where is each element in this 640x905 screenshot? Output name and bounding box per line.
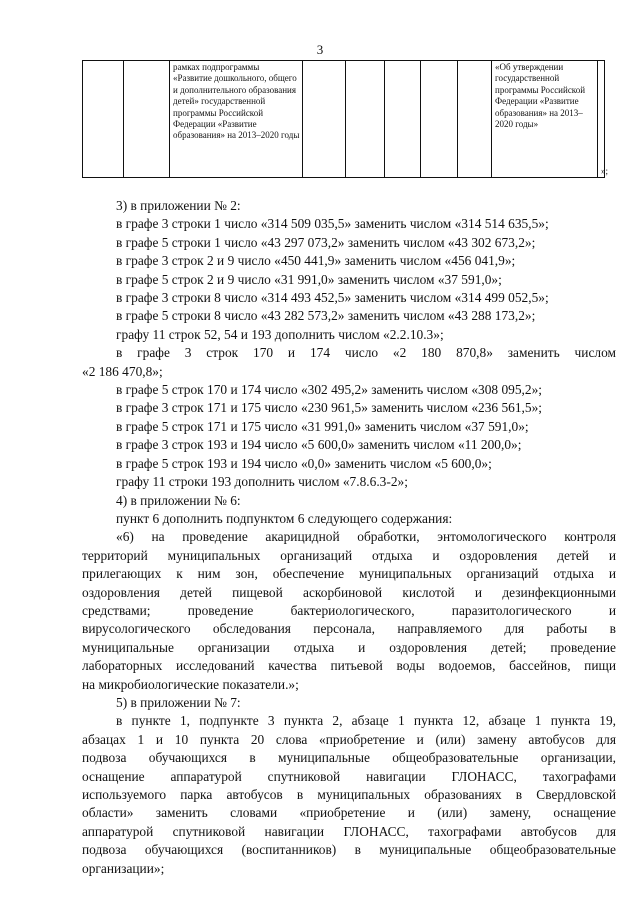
col3-text: рамках подпрограммы «Развитие дошкольного, общего и дополнительного образования детей» государственной программы Российской Федерации «Развитие образования» на 2013–2020 годы — [173, 62, 300, 141]
paragraph-line: средствами; проведение бактериологического, паразитологического и — [82, 602, 616, 618]
paragraph-line: организации»; — [82, 860, 165, 876]
list-item: в графе 5 строк 2 и 9 число «31 991,0» заменить числом «37 591,0»; — [116, 271, 502, 287]
page-number: 3 — [316, 42, 324, 57]
paragraph-line: вирусологического обследования персонала, направляемого для работы в — [82, 621, 616, 637]
table-cell-col6 — [385, 61, 421, 178]
list-item: в графе 5 строки 8 число «43 282 573,2» заменить числом «43 288 173,2»; — [116, 308, 536, 324]
paragraph-line: «6) на проведение акарицидной обработки, энтомологического контроля — [116, 529, 616, 545]
list-item: пункт 6 дополнить подпунктом 6 следующего содержания: — [116, 510, 453, 526]
paragraph-line: аппаратурой спутниковой навигации ГЛОНАСС, тахографами автобусов для — [82, 823, 616, 839]
paragraph-line: оздоровления детей пищевой аскорбиновой кислотой и дезинфекционными — [82, 584, 616, 600]
paragraph-line: прилегающих к ним зон, обеспечение муниципальных организаций отдыха и — [82, 566, 616, 582]
paragraph-line: абзацах 1 и 10 пункта 20 слова «приобретение и (или) замену автобусов для — [82, 731, 616, 747]
paragraph-line: подвоза обучающихся в муниципальные общеобразовательные организации, — [82, 750, 616, 766]
table-cell-col7 — [421, 61, 458, 178]
list-item: 3) в приложении № 2: — [116, 198, 241, 213]
paragraph-line: территорий муниципальных организаций отдыха и оздоровления детей и — [82, 547, 616, 563]
list-item: в графе 3 строк 2 и 9 число «450 441,9» заменить числом «456 041,9»; — [116, 253, 516, 269]
list-item: в графе 3 строки 8 число «314 493 452,5» заменить числом «314 499 052,5»; — [116, 290, 549, 306]
paragraph-line: используемого парка автобусов в муниципальных образованиях в Свердловской — [82, 787, 616, 802]
table-cell-col1 — [83, 61, 124, 178]
paragraph-line: лабораторных исследований качества питьевой воды водоемов, бассейнов, пищи — [82, 658, 616, 674]
list-item: в графе 5 строки 1 число «43 297 073,2» заменить числом «43 302 673,2»; — [116, 234, 536, 250]
table-cell-col8 — [458, 61, 492, 178]
list-item: графу 11 строки 193 дополнить числом «7.8.6.3-2»; — [116, 474, 408, 490]
paragraph-line: муниципальные организации отдыха и оздоровления детей; проведение — [82, 639, 616, 655]
paragraph-line: на микробиологические показатели.»; — [82, 676, 299, 692]
table-cell-col2 — [124, 61, 170, 178]
table-cell-col4 — [303, 61, 346, 178]
list-item: в графе 5 строк 193 и 194 число «0,0» заменить числом «5 600,0»; — [116, 455, 492, 471]
list-item: 4) в приложении № 6: — [116, 492, 241, 508]
list-item: в графе 3 строк 170 и 174 число «2 180 870,8» заменить числом — [116, 345, 616, 361]
list-item: в графе 5 строк 170 и 174 число «302 495,2» заменить числом «308 095,2»; — [116, 382, 543, 398]
list-item: в графе 3 строк 171 и 175 число «230 961,5» заменить числом «236 561,5»; — [116, 400, 543, 416]
paragraph-line: в пункте 1, подпункте 3 пункта 2, абзаце 1 пункта 12, абзаце 1 пункта 19, — [116, 713, 616, 729]
paragraph-line: оснащение аппаратурой спутниковой навигации ГЛОНАСС, тахографами — [82, 768, 616, 784]
col9-text: «Об утверждении государственной программы Российской Федерации «Развитие образования» на 2013–2020 годы» — [495, 62, 586, 130]
list-item: в графе 3 строк 193 и 194 число «5 600,0» заменить числом «11 200,0»; — [116, 437, 522, 453]
paragraph-line: подвоза обучающихся (воспитанников) в муниципальные общеобразовательные — [82, 842, 616, 858]
table-cell-col5 — [346, 61, 385, 178]
document-body — [82, 197, 616, 878]
table-row — [83, 61, 605, 178]
table-fragment — [82, 60, 605, 178]
list-item: графу 11 строк 52, 54 и 193 дополнить числом «2.2.10.3»; — [116, 326, 444, 342]
table-cell-col3 — [170, 61, 303, 178]
list-item: в графе 3 строки 1 число «314 509 035,5» заменить числом «314 514 635,5»; — [116, 216, 549, 232]
table-closing-quote: »; — [601, 166, 609, 176]
list-item: «2 186 470,8»; — [82, 363, 163, 379]
table-cell-col10 — [598, 61, 605, 178]
list-item: в графе 5 строк 171 и 175 число «31 991,0» заменить числом «37 591,0»; — [116, 418, 529, 434]
list-item: 5) в приложении № 7: — [116, 694, 241, 710]
paragraph-line: области» заменить словами «приобретение и (или) замену, оснащение — [82, 805, 616, 821]
table-cell-col9 — [492, 61, 598, 178]
